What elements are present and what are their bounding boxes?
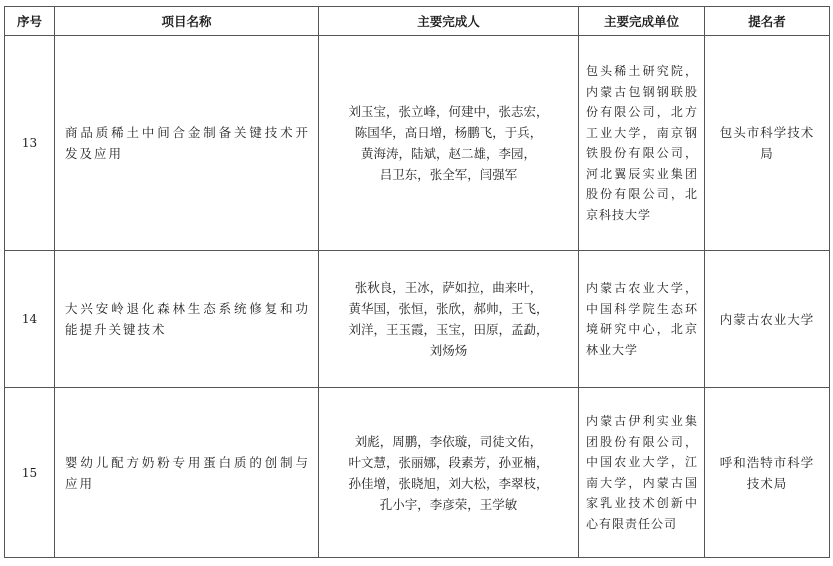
header-no: 序号 bbox=[5, 7, 55, 36]
person-line: 刘炀炀 bbox=[429, 343, 468, 358]
main-persons bbox=[319, 388, 579, 558]
main-units: 内蒙古农业大学，中国科学院生态环境研究中心，北京林业大学 bbox=[579, 251, 705, 388]
row-number: 14 bbox=[5, 251, 55, 388]
person-line: 叶文慧，张丽娜，段素芳，孙亚楠， bbox=[348, 454, 549, 470]
header-project-name: 项目名称 bbox=[55, 7, 319, 36]
header-main-persons: 主要完成人 bbox=[319, 7, 579, 36]
nominator: 包头市科学技术局 bbox=[705, 36, 830, 251]
table-row bbox=[5, 388, 830, 558]
person-line: 黄海涛，陆斌，赵二雄，李园， bbox=[360, 146, 536, 161]
project-name: 商品质稀土中间合金制备关键技术开发及应用 bbox=[55, 36, 319, 251]
award-table bbox=[4, 6, 830, 558]
nominator: 呼和浩特市科学技术局 bbox=[705, 388, 830, 558]
row-number: 13 bbox=[5, 36, 55, 251]
project-name: 婴幼儿配方奶粉专用蛋白质的创制与应用 bbox=[55, 388, 319, 558]
person-line: 刘彪，周鹏，李依璇，司徒文佑， bbox=[354, 433, 543, 449]
table-row bbox=[5, 36, 830, 251]
person-line: 孔小宇，李彦荣，王学敏 bbox=[379, 496, 518, 512]
main-persons bbox=[319, 36, 579, 251]
main-units: 内蒙古伊利实业集团股份有限公司，中国农业大学，江南大学，内蒙古国家乳业技术创新中心有限责任公司 bbox=[579, 388, 705, 558]
project-name: 大兴安岭退化森林生态系统修复和功能提升关键技术 bbox=[55, 251, 319, 388]
person-line: 黄华国，张恒，张欣，郝帅，王飞， bbox=[348, 301, 549, 316]
header-nominator: 提名者 bbox=[705, 7, 830, 36]
row-number: 15 bbox=[5, 388, 55, 558]
person-line: 刘洋，王玉霞，玉宝，田原，孟勐， bbox=[348, 322, 549, 337]
table-row bbox=[5, 251, 830, 388]
person-line: 刘玉宝，张立峰，何建中，张志宏， bbox=[348, 104, 549, 119]
main-persons bbox=[319, 251, 579, 388]
person-line: 孙佳增，张晓旭，刘大松，李翠枝， bbox=[348, 475, 549, 491]
table-header-row bbox=[5, 7, 830, 36]
person-line: 陈国华，高日增，杨鹏飞，于兵， bbox=[354, 125, 543, 140]
header-main-units: 主要完成单位 bbox=[579, 7, 705, 36]
main-units: 包头稀土研究院，内蒙古包钢钢联股份有限公司，北方工业大学，南京钢铁股份有限公司，河北翼辰实业集团股份有限公司，北京科技大学 bbox=[579, 36, 705, 251]
nominator: 内蒙古农业大学 bbox=[705, 251, 830, 388]
person-line: 吕卫东，张全军，闫强军 bbox=[379, 167, 518, 182]
person-line: 张秋良，王冰，萨如拉，曲来叶， bbox=[354, 280, 543, 295]
